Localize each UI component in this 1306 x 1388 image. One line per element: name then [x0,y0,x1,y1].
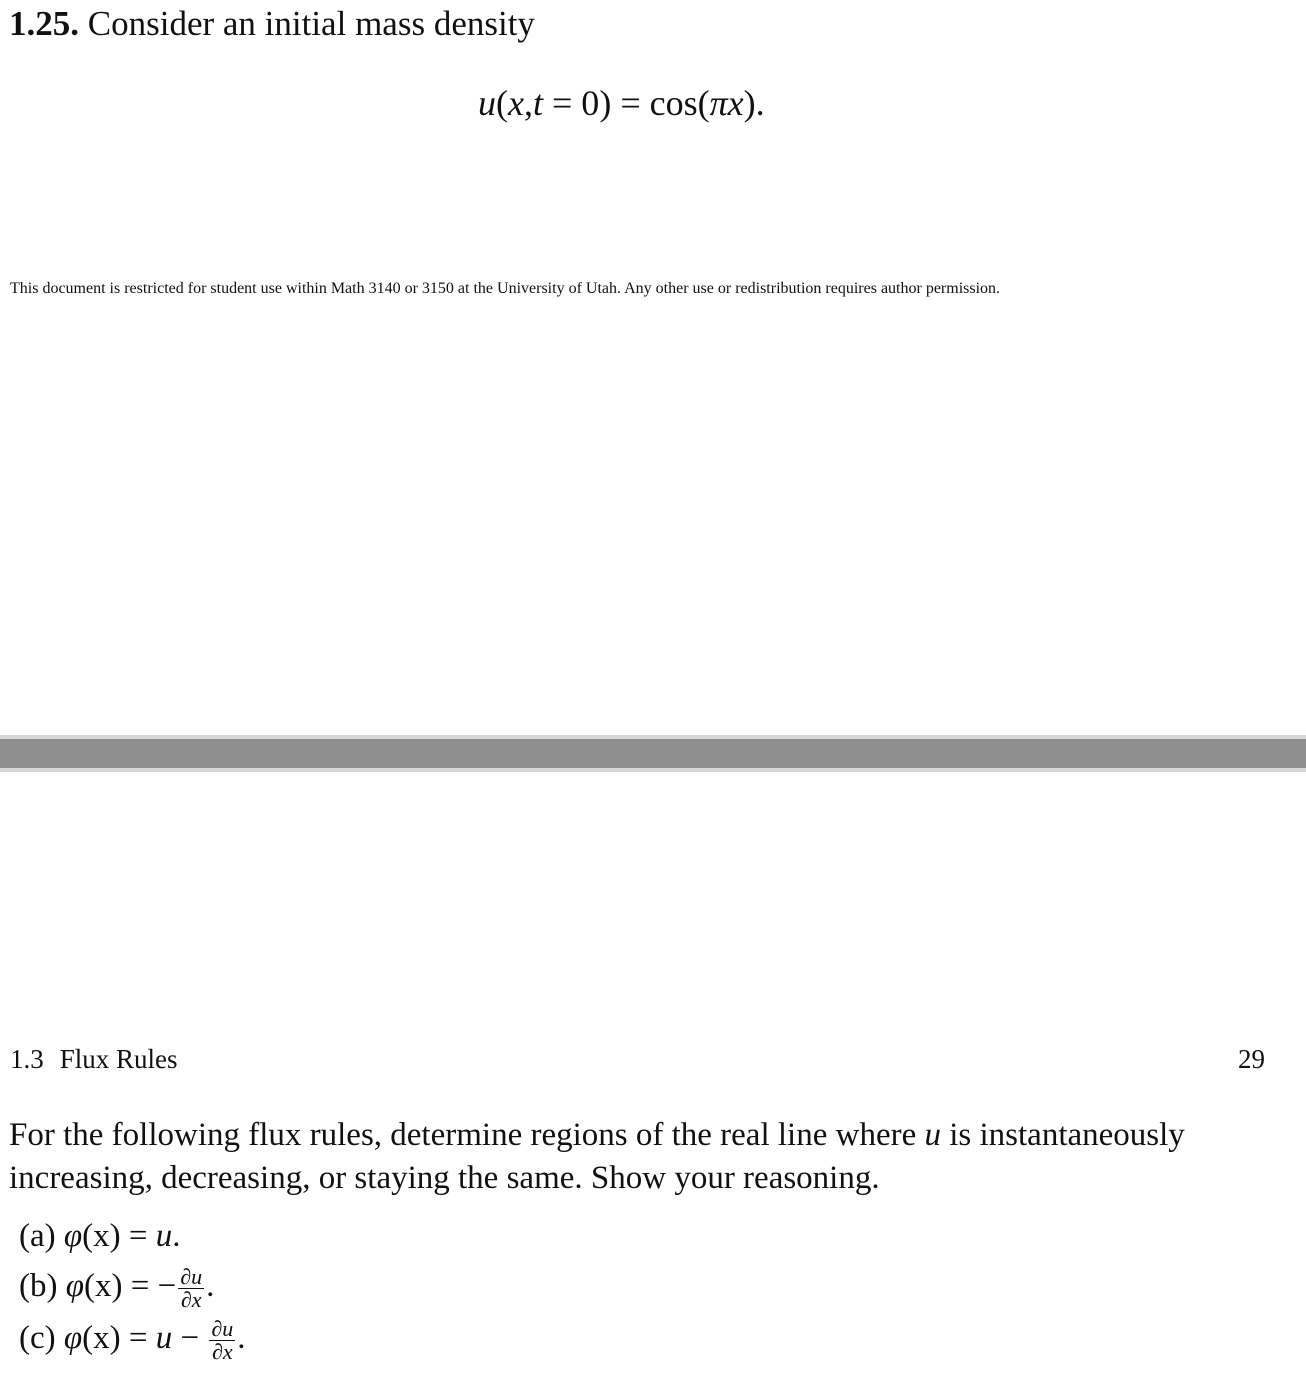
eq-lhs-comma: , [523,83,533,123]
eq-rhs-cos: cos [649,83,698,123]
part-b [19,1266,214,1311]
intro-text-after: is instantaneously increasing, decreasing, or staying the same. Show your reasoning. [9,1117,1185,1196]
minus-sign: − [157,1268,177,1305]
running-head [10,1042,178,1076]
pdf-page-bottom [0,772,1306,1388]
eq-rhs-pi: π [709,83,728,123]
end-period: . [206,1268,215,1305]
part-a [19,1216,181,1256]
problem-number: 1.25. [9,4,79,43]
fraction-denominator: ∂x [180,1287,202,1312]
eq-lhs-eq-zero: = 0 [543,83,600,123]
intro-variable: u [924,1117,941,1153]
fraction-numerator: ∂u [211,1316,234,1341]
eq-lhs-func: u [478,83,496,123]
eq-rhs-close: ). [743,83,765,123]
part-label: (b) [19,1268,58,1305]
phi-arg: (x) [82,1218,121,1254]
eq-rhs-x: x [727,83,744,123]
end-period: . [237,1320,246,1357]
eq-lhs-close: ) [599,83,612,123]
phi-symbol: φ [65,1268,84,1305]
intro-paragraph [9,1114,1279,1200]
phi-arg: (x) [84,1268,123,1305]
equals-sign: = [120,1320,156,1357]
part-c [19,1318,246,1363]
eq-lhs-t: t [532,83,543,123]
problem-text: Consider an initial mass density [87,4,535,43]
section-number: 1.3 [10,1044,44,1074]
usage-notice: This document is restricted for student use within Math 3140 or 3150 at the University of Utah. Any other use or redistribution requires author permission. [10,280,1001,297]
partial-derivative-fraction [178,1266,204,1311]
phi-symbol: φ [63,1218,83,1254]
rhs-variable: u [155,1218,173,1254]
intro-text-before: For the following flux rules, determine regions of the real line where [9,1117,925,1153]
partial-derivative-fraction [209,1318,235,1363]
part-label: (c) [19,1320,56,1357]
phi-symbol: φ [63,1320,83,1357]
eq-lhs-open: ( [496,83,508,123]
phi-arg: (x) [82,1320,121,1357]
minus-sign: − [172,1320,208,1357]
rhs-variable: u [155,1320,173,1357]
eq-equals: = [611,83,650,123]
eq-rhs-open: ( [697,83,710,123]
eq-full-text [478,78,479,79]
equals-sign: = [122,1268,158,1305]
fraction-denominator: ∂x [212,1339,233,1364]
initial-condition-equation [478,78,765,128]
page-gap-bar [0,739,1306,768]
section-title: Flux Rules [59,1044,178,1074]
fraction-numerator: ∂u [180,1264,203,1289]
eq-lhs-x: x [508,83,524,123]
page-separator [0,735,1306,772]
part-label: (a) [19,1218,56,1254]
end-period: . [172,1218,181,1254]
page-number: 29 [1238,1044,1265,1074]
equals-sign: = [120,1218,156,1254]
problem-heading [9,2,535,46]
